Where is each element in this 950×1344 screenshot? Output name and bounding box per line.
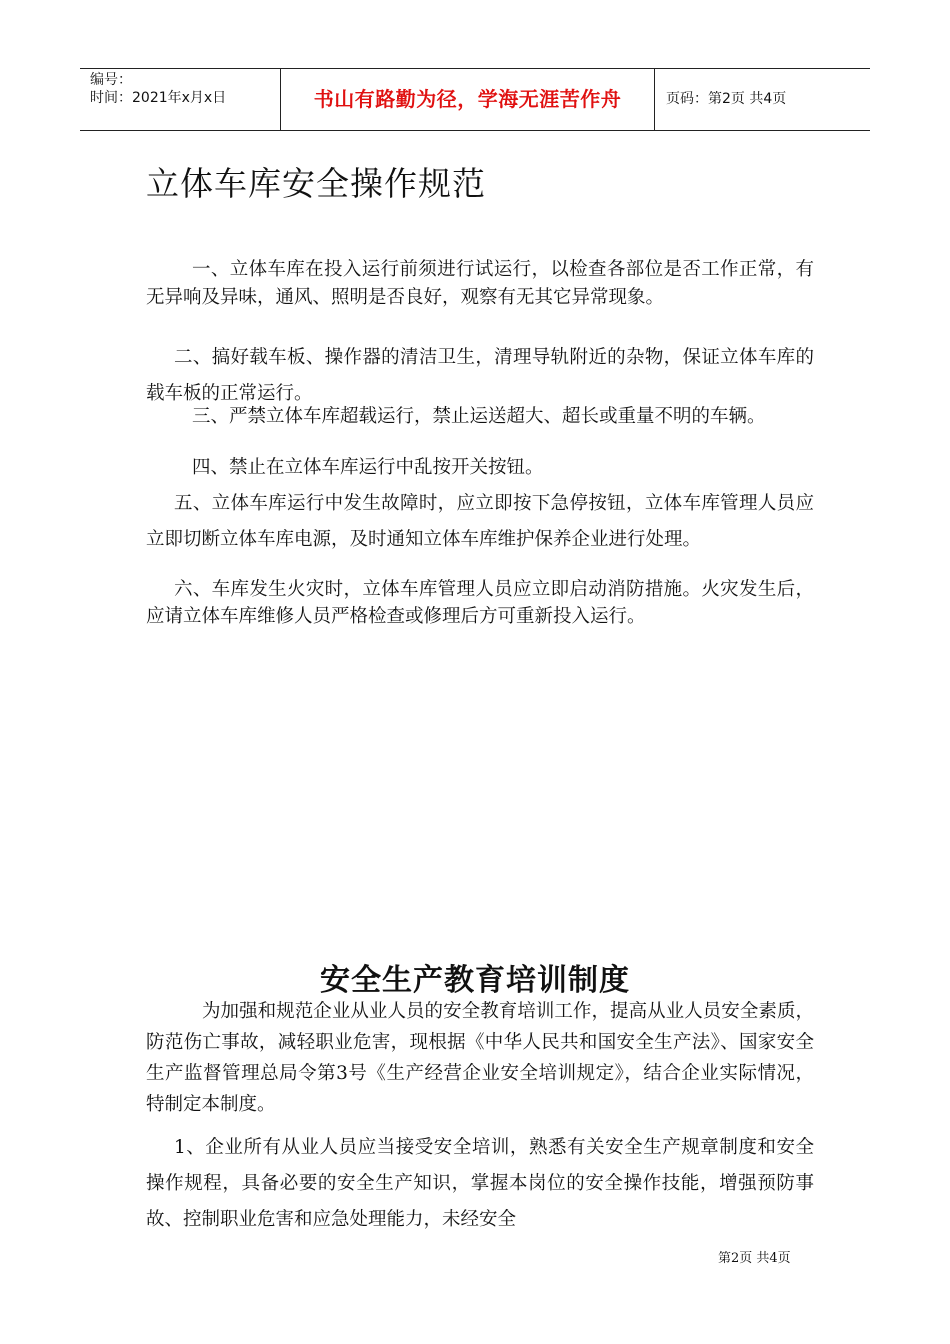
header-motto: 书山有路勤为径，学海无涯苦作舟: [313, 87, 622, 111]
header-divider: [654, 69, 655, 130]
section2-paragraph: 1、企业所有从业人员应当接受安全培训，熟悉有关安全生产规章制度和安全操作规程，具备必要的安全生产知识，掌握本岗位的安全操作技能，增强预防事故、控制职业危害和应急处理能力，未经安全: [146, 1137, 814, 1230]
section1-paragraph: 三、严禁立体车库超载运行，禁止运送超大、超长或重量不明的车辆。: [192, 406, 766, 427]
section1-paragraph: 一、立体车库在投入运行前须进行试运行，以检查各部位是否工作正常，有无异响及异味，通风、照明是否良好，观察有无其它异常现象。: [146, 259, 814, 308]
section1-paragraph: 六、车库发生火灾时，立体车库管理人员应立即启动消防措施。火灾发生后，应请立体车库维修人员严格检查或修理后方可重新投入运行。: [146, 579, 814, 627]
section2-title: 安全生产教育培训制度: [320, 963, 630, 998]
date-label: 时间：2021年x月x日: [90, 90, 227, 106]
section2-paragraph: 为加强和规范企业从业人员的安全教育培训工作，提高从业人员安全素质，防范伤亡事故，减轻职业危害，现根据《中华人民共和国安全生产法》、国家安全生产监督管理总局令第3号《生产经营企业安全培训规定》，结合企业实际情况，特制定本制度。: [146, 1001, 814, 1115]
section1-title: 立体车库安全操作规范: [146, 164, 486, 203]
section1-paragraph: 四、禁止在立体车库运行中乱按开关按钮。: [192, 457, 544, 478]
header-meta-cell: [82, 69, 280, 130]
document-header: [80, 68, 870, 131]
number-label: 编号：: [90, 72, 132, 88]
footer-page-info: 第2页 共4页: [718, 1251, 791, 1266]
header-page-info: 页码：第2页 共4页: [666, 91, 787, 107]
section1-paragraph: 二、搞好载车板、操作器的清洁卫生，清理导轨附近的杂物，保证立体车库的载车板的正常运行。: [146, 347, 814, 404]
section1-paragraph: 五、立体车库运行中发生故障时，应立即按下急停按钮，立体车库管理人员应立即切断立体车库电源，及时通知立体车库维护保养企业进行处理。: [146, 493, 814, 550]
